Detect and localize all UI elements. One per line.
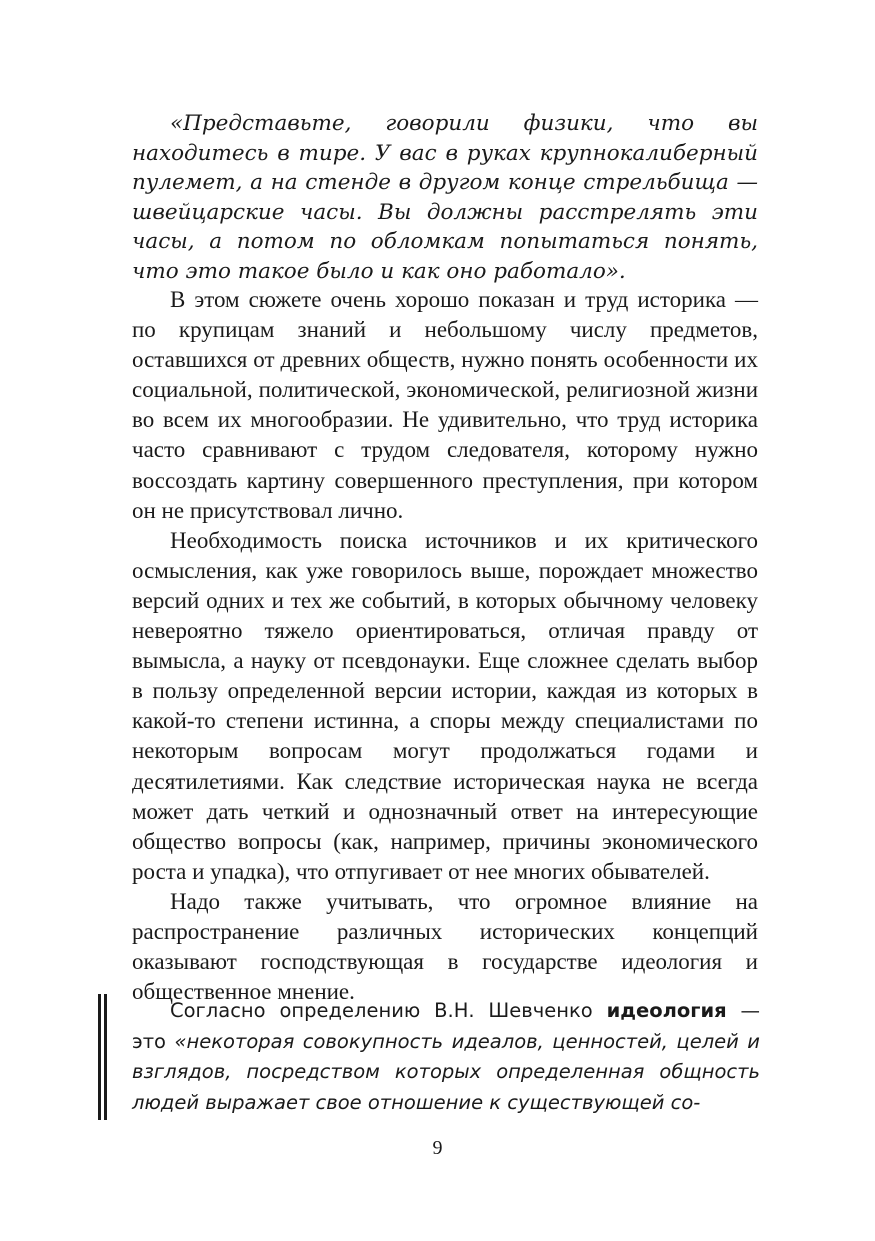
definition-body: «некоторая совокупность идеалов, ценностей, целей и взглядов, посредством которых определенная общность людей выражает свое отношение к существующей со- bbox=[132, 1029, 760, 1114]
page-number: 9 bbox=[432, 1137, 443, 1159]
definition-term: идеология bbox=[606, 999, 727, 1022]
box-border-line bbox=[104, 994, 107, 1120]
paragraph-3-text: Надо также учитывать, что огромное влияние на распространение различных исторических концепций оказывают господствующая в государстве идеология и общественное мнение. bbox=[132, 888, 758, 1005]
paragraph-1 bbox=[132, 285, 758, 526]
definition-lead: Согласно определению В.Н. Шевченко bbox=[170, 999, 607, 1022]
epigraph-quote: «Представьте, говорили физики, что вы находитесь в тире. У вас в руках крупнокалиберный пулемет, а на стенде в другом конце стрельбища — швейцарские часы. Вы должны расстрелять эти часы, а потом по обломкам попытаться понять, что это такое было и как оно работало». bbox=[132, 111, 758, 284]
box-border-line bbox=[98, 994, 101, 1120]
paragraph-2-text: Необходимость поиска источников и их критического осмысления, как уже говорилось выше, порождает множество версий одних и тех же событий, в которых обычному человеку невероятно тяжело ориентироваться, отличая правду от вымысла, а науку от псевдонауки. Еще сложнее сделать выбор в пользу определенной версии истории, каждая из которых в какой-то степени истинна, а споры между специалистами по некоторым вопросам могут продолжаться годами и десятилетиями. Как следствие историческая наука не всегда может дать четкий и однозначный ответ на интересующие общество вопросы (как, например, причины экономического роста и упадка), что отпугивает от нее многих обывателей. bbox=[132, 527, 758, 884]
paragraph-3 bbox=[132, 887, 758, 1007]
main-text bbox=[132, 285, 758, 1007]
definition-box bbox=[98, 994, 768, 1120]
definition-dash: — это bbox=[132, 999, 760, 1053]
paragraph-2 bbox=[132, 526, 758, 887]
paragraph-1-text: В этом сюжете очень хорошо показан и труд историка — по крупицам знаний и небольшому числу предметов, оставшихся от древних обществ, нужно понять особенности их социальной, политической, экономической, религиозной жизни во всем их многообразии. Не удивительно, что труд историка часто сравнивают с трудом следователя, которому нужно воссоздать картину совершенного преступления, при котором он не присутствовал лично. bbox=[132, 287, 758, 523]
definition-text bbox=[132, 996, 760, 1118]
